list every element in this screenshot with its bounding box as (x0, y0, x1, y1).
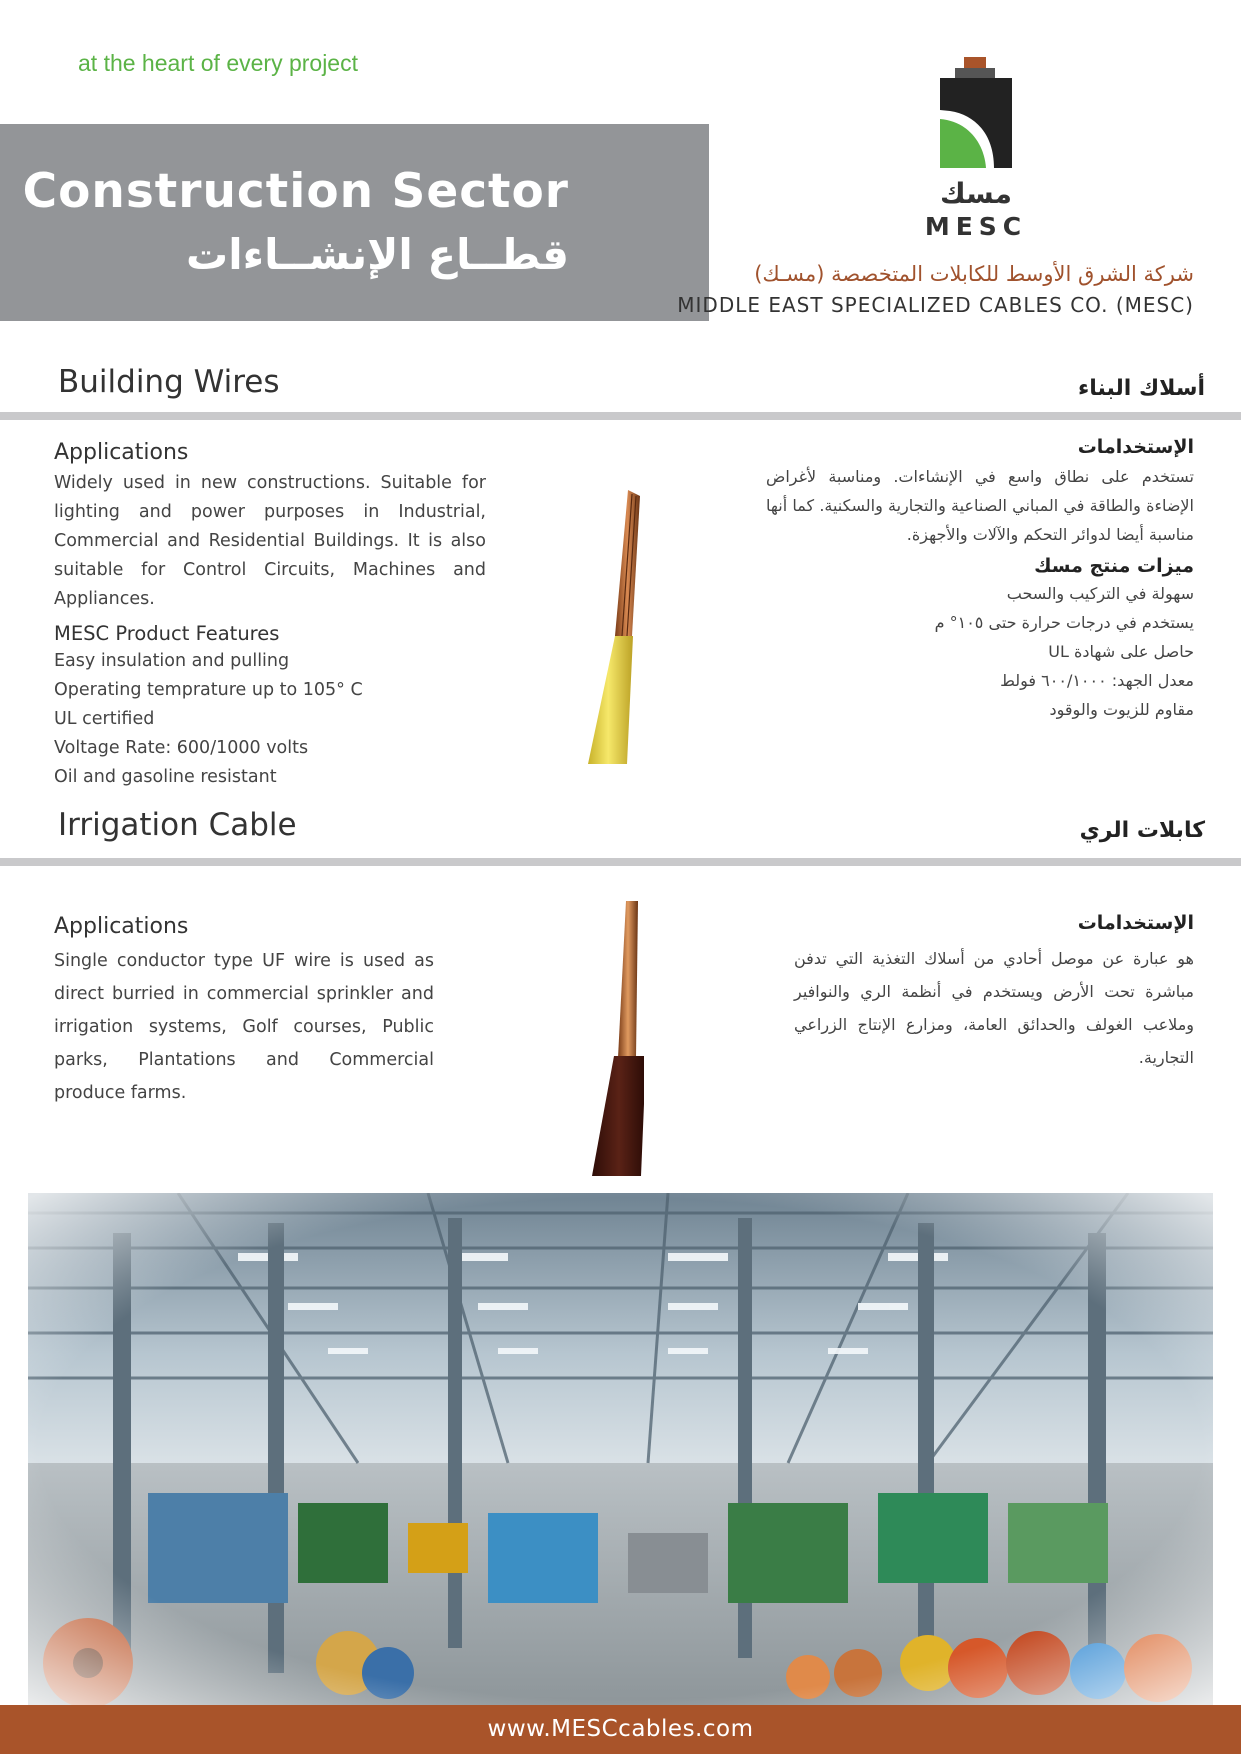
company-name-ar: شركة الشرق الأوسط للكابلات المتخصصة (مسـك) (754, 262, 1194, 286)
feature-item: Easy insulation and pulling (54, 651, 290, 671)
applications-heading: Applications (54, 440, 189, 465)
section-divider (0, 858, 1241, 866)
building-wires-en-column (54, 440, 486, 792)
features-heading: MESC Product Features (54, 622, 280, 645)
building-wires-title-ar: أسلاك البناء (1078, 376, 1205, 401)
irrigation-cable-title-ar: كابلات الري (1079, 818, 1205, 843)
feature-item: Voltage Rate: 600/1000 volts (54, 738, 309, 758)
feature-item-ar: معدل الجهد: ٦٠٠/١٠٠٠ فولط (1000, 671, 1194, 690)
applications-text-ar: تستخدم على نطاق واسع في الإنشاءات. ومناسبة لأغراض الإضاءة والطاقة في المباني الصناعية والتجارية والسكنية. كما أنها مناسبة أيضا لدوائر التحكم والآلات والأجهزة. (766, 467, 1194, 544)
irrigation-cable-title: Irrigation Cable (58, 807, 297, 843)
applications-heading-ar: الإستخدامات (1077, 436, 1194, 458)
svg-text:مسك: مسك (940, 177, 1012, 210)
applications-text: Single conductor type UF wire is used as direct burried in commercial sprinkler and irrigation systems, Golf courses, Public parks, Plantations and Commercial produce farms. (54, 951, 434, 1103)
feature-item-ar: سهولة في التركيب والسحب (1006, 584, 1194, 603)
page-title-en: Construction Sector (22, 164, 569, 219)
footer-website[interactable]: www.MESCcables.com (0, 1705, 1241, 1754)
company-name-en: MIDDLE EAST SPECIALIZED CABLES CO. (MESC) (677, 293, 1194, 317)
building-wire-image (570, 486, 650, 764)
applications-text-ar: هو عبارة عن موصل أحادي من أسلاك التغذية التي تدفن مباشرة تحت الأرض ويستخدم في أنظمة الري والنوافير وملاعب الغولف والحدائق العامة، ومزارع الإنتاج الزراعي التجارية. (794, 949, 1194, 1067)
building-wires-ar-column (766, 436, 1194, 724)
feature-item: Oil and gasoline resistant (54, 767, 277, 787)
feature-item: UL certified (54, 709, 155, 729)
svg-text:MESC: MESC (924, 212, 1028, 241)
page-title-ar: قطــاع الإنشــاءات (186, 230, 569, 279)
irrigation-ar-column (794, 912, 1194, 1074)
section-divider (0, 412, 1241, 420)
tagline: at the heart of every project (78, 50, 358, 76)
title-band (0, 124, 709, 321)
mesc-logo (910, 55, 1050, 245)
features-list (54, 647, 486, 792)
feature-item-ar: مقاوم للزيوت والوقود (1049, 700, 1194, 719)
factory-photo (28, 1193, 1213, 1705)
applications-heading: Applications (54, 914, 189, 939)
features-list-ar (766, 579, 1194, 724)
applications-text: Widely used in new constructions. Suitable for lighting and power purposes in Industrial, Commercial and Residential Buildings. It is also suitable for Control Circuits, Machines and Appliances. (54, 473, 486, 609)
irrigation-cable-image (584, 898, 644, 1178)
features-heading-ar: ميزات منتج مسك (1034, 555, 1194, 577)
feature-item-ar: حاصل على شهادة UL (1048, 642, 1194, 661)
irrigation-en-column (54, 914, 434, 1110)
feature-item: Operating temprature up to 105° C (54, 680, 363, 700)
building-wires-title: Building Wires (58, 364, 280, 400)
feature-item-ar: يستخدم في درجات حرارة حتى ١٠٥° م (934, 613, 1194, 632)
applications-heading-ar: الإستخدامات (1077, 912, 1194, 934)
